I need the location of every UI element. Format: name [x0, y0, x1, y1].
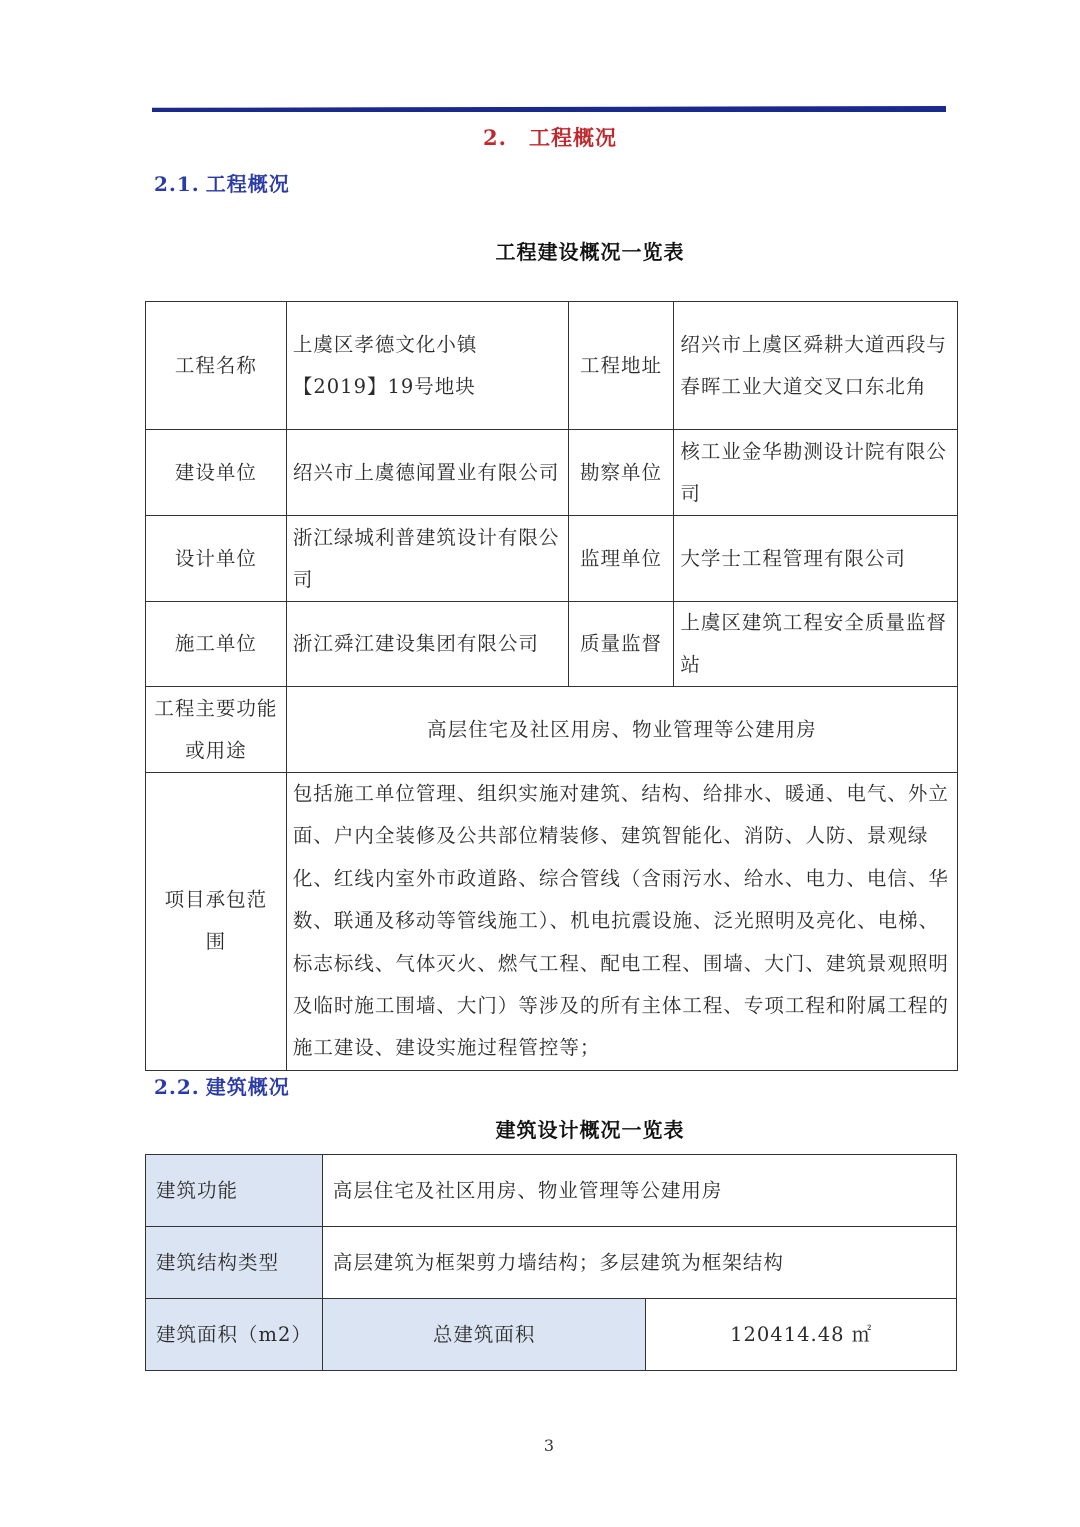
subsection-heading-2-1 [154, 168, 290, 197]
subsection-heading-2-2 [154, 1071, 290, 1100]
total-area-label: 总建筑面积 [322, 1299, 645, 1371]
construction-value: 浙江舜江建设集团有限公司 [286, 602, 568, 687]
section-number: 2. [483, 125, 507, 150]
table-row [146, 773, 958, 1071]
subsection-number: 2.1. [154, 172, 200, 196]
quality-value: 上虞区建筑工程安全质量监督站 [674, 602, 958, 687]
scope-value: 包括施工单位管理、组织实施对建筑、结构、给排水、暖通、电气、外立面、户内全装修及公共部位精装修、建筑智能化、消防、人防、景观绿化、红线内室外市政道路、综合管线（含雨污水、给水、电力、电信、华数、联通及移动等管线施工）、机电抗震设施、泛光照明及亮化、电梯、标志标线、气体灭火、燃气工程、配电工程、围墙、大门、建筑景观照明及临时施工围墙、大门）等涉及的所有主体工程、专项工程和附属工程的施工建设、建设实施过程管控等； [286, 773, 957, 1071]
table-row [146, 302, 958, 430]
table-row [146, 1299, 957, 1371]
total-area-value: 120414.48 ㎡ [646, 1299, 957, 1371]
design-label: 设计单位 [146, 516, 287, 602]
header-rule [152, 106, 946, 112]
area-label: 建筑面积（m2） [146, 1299, 323, 1371]
project-address-value: 绍兴市上虞区舜耕大道西段与春晖工业大道交叉口东北角 [674, 302, 958, 430]
project-name-label: 工程名称 [146, 302, 287, 430]
table1-caption: 工程建设概况一览表 [495, 240, 685, 264]
subsection-number: 2.2. [154, 1075, 200, 1099]
developer-label: 建设单位 [146, 430, 287, 516]
table-row [146, 1155, 957, 1227]
table-row [146, 430, 958, 516]
scope-label: 项目承包范围 [146, 773, 287, 1071]
supervision-label: 监理单位 [568, 516, 674, 602]
project-overview-table [145, 301, 958, 1071]
developer-value: 绍兴市上虞德闻置业有限公司 [286, 430, 568, 516]
quality-label: 质量监督 [568, 602, 674, 687]
project-name-value: 上虞区孝德文化小镇【2019】19号地块 [286, 302, 568, 430]
table-row [146, 1227, 957, 1299]
construction-label: 施工单位 [146, 602, 287, 687]
section-title: 工程概况 [528, 125, 617, 150]
project-address-label: 工程地址 [568, 302, 674, 430]
table2-caption: 建筑设计概况一览表 [495, 1118, 685, 1142]
subsection-title: 工程概况 [205, 172, 290, 196]
subsection-title: 建筑概况 [205, 1075, 290, 1099]
survey-value: 核工业金华勘测设计院有限公司 [674, 430, 958, 516]
supervision-value: 大学士工程管理有限公司 [674, 516, 958, 602]
section-heading [0, 122, 1080, 152]
purpose-value: 高层住宅及社区用房、物业管理等公建用房 [286, 687, 957, 773]
table-row [146, 602, 958, 687]
function-value: 高层住宅及社区用房、物业管理等公建用房 [322, 1155, 956, 1227]
table-row [146, 687, 958, 773]
purpose-label: 工程主要功能或用途 [146, 687, 287, 773]
table-row [146, 516, 958, 602]
structure-value: 高层建筑为框架剪力墙结构；多层建筑为框架结构 [322, 1227, 956, 1299]
design-value: 浙江绿城利普建筑设计有限公司 [286, 516, 568, 602]
building-design-table [145, 1154, 957, 1371]
function-label: 建筑功能 [146, 1155, 323, 1227]
survey-label: 勘察单位 [568, 430, 674, 516]
structure-label: 建筑结构类型 [146, 1227, 323, 1299]
page-number: 3 [543, 1436, 555, 1455]
